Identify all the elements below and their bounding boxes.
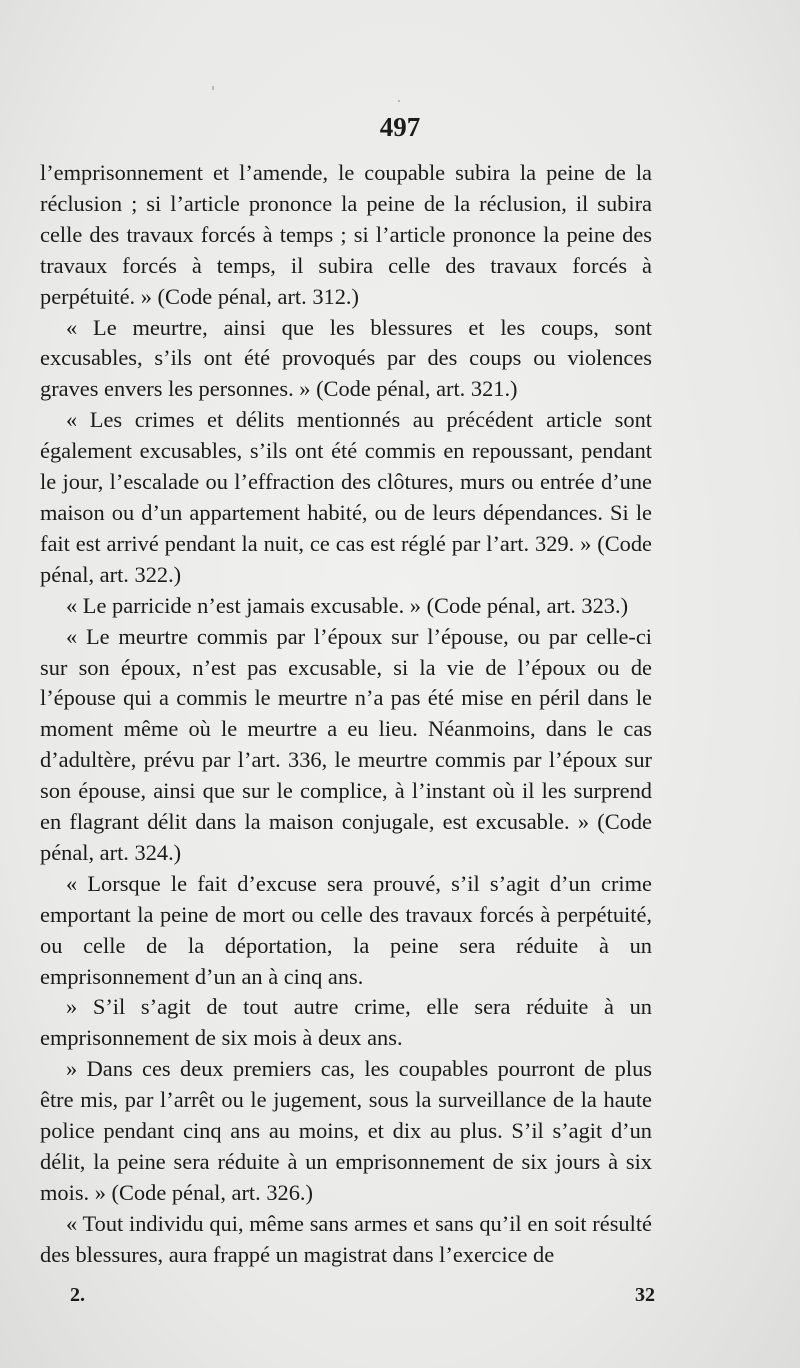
paragraph: » S’il s’agit de tout autre crime, elle sera réduite à un emprisonnement de six mois à deux ans. [40,994,652,1051]
signature-mark-right: 32 [635,1284,655,1306]
print-speck [212,86,214,90]
body-text [40,158,652,1271]
page-number: 497 [379,112,421,142]
signature-mark-left: 2. [70,1284,85,1306]
paragraph: « Le parricide n’est jamais excusable. » (Code pénal, art. 323.) [66,592,629,618]
paragraph: « Le meurtre commis par l’époux sur l’épouse, ou par celle-ci sur son époux, n’est pas excusable, si la vie de l’époux ou de l’épouse qui a commis le meurtre n’a pas été mise en péril dans le moment même où le meurtre a eu lieu. Néanmoins, dans le cas d’adultère, prévu par l’art. 336, le meurtre commis par l’époux sur son épouse, ainsi que sur le complice, à l’instant où il les surprend en flagrant délit dans la maison conjugale, est excusable. » (Code pénal, art. 324.) [40,623,652,865]
paragraph: » Dans ces deux premiers cas, les coupables pourront de plus être mis, par l’arrêt ou le jugement, sous la surveillance de la haute police pendant cinq ans au moins, et dix au plus. S’il s’agit d’un délit, la peine sera réduite à un emprisonnement de six jours à six mois. » (Code pénal, art. 326.) [40,1056,652,1205]
print-speck [398,100,400,102]
paragraph: « Lorsque le fait d’excuse sera prouvé, s’il s’agit d’un crime emportant la peine de mort ou celle des travaux forcés à perpétuité, ou celle de la déportation, la peine sera réduite à un emprisonnement d’un an à cinq ans. [40,870,652,989]
paragraph: l’emprisonnement et l’amende, le coupable subira la peine de la réclusion ; si l’article prononce la peine de la réclusion, il subira celle des travaux forcés à temps ; si l’article prononce la peine des travaux forcés à temps, il subira celle des travaux forcés à perpétuité. » (Code pénal, art. 312.) [40,160,652,309]
paragraph: « Tout individu qui, même sans armes et sans qu’il en soit résulté des blessures, aura frappé un magistrat dans l’exercice de [40,1210,652,1267]
paragraph: « Le meurtre, ainsi que les blessures et les coups, sont excusables, s’ils ont été provoqués par des coups ou violences graves envers les personnes. » (Code pénal, art. 321.) [40,314,652,402]
paragraph: « Les crimes et délits mentionnés au précédent article sont également excusables, s’ils ont été commis en repoussant, pendant le jour, l’escalade ou l’effraction des clôtures, murs ou entrée d’une maison ou d’un appartement habité, ou de leurs dépendances. Si le fait est arrivé pendant la nuit, ce cas est réglé par l’art. 329. » (Code pénal, art. 322.) [40,407,652,587]
